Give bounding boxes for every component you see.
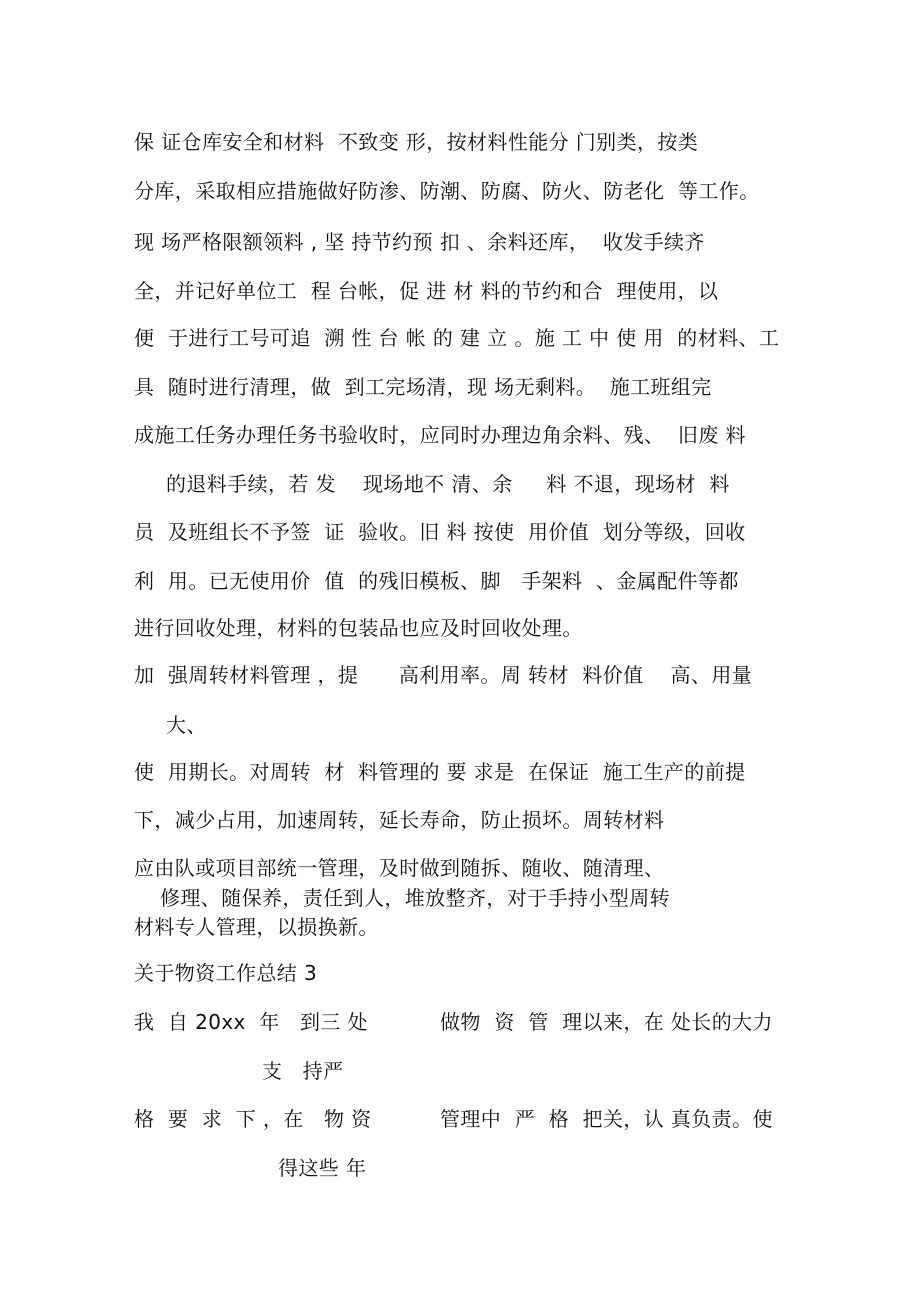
text-line: 分库，采取相应措施做好防渗、防潮、防腐、防火、防老化 等工作。 — [134, 179, 760, 203]
text-line: 的退料手续，若 发 现场地不 清、余 料 不退，现场材 料 — [166, 472, 730, 496]
text-line: 修理、随保养，责任到人，堆放整齐，对于手持小型周转 — [160, 886, 670, 910]
text-line: 具 随时进行清理，做 到工完场清，现 场无剩料。 施工班组完 — [134, 375, 712, 399]
text-line: 下，减少占用，加速周转，延长寿命，防止损坏。周转材料 — [134, 808, 665, 832]
text-line: 进行回收处理，材料的包装品也应及时回收处理。 — [134, 616, 583, 640]
text-line: 全，并记好单位工 程 台帐，促 进 材 料的节约和合 理使用，以 — [134, 279, 719, 303]
text-line: 做物 资 管 理以来，在 处长的大力 — [440, 1010, 773, 1034]
text-line: 我 自 20xx 年 到三 处 — [134, 1010, 368, 1034]
text-line: 使 用期长。对周转 材 料管理的 要 求是 在保证 施工生产的前提 — [134, 760, 746, 784]
text-line: 格 要 求 下 ，在 物 资 — [134, 1107, 372, 1131]
text-line: 支 持严 — [262, 1059, 344, 1083]
text-line: 材料专人管理，以损换新。 — [134, 915, 379, 939]
text-line: 利 用。已无使用价 值 的残旧模板、脚 手架料 、金属配件等都 — [134, 569, 739, 593]
text-line: 成施工任务办理任务书验收时，应同时办理边角余料、残、 旧废 料 — [134, 423, 746, 447]
text-line: 加 强周转材料管理 ，提 高利用率。周 转材 料价值 高、用量 — [134, 663, 753, 687]
text-line: 大、 — [166, 713, 207, 737]
text-line: 保 证仓库安全和材料 不致变 形，按材料性能分 门别类，按类 — [134, 130, 699, 154]
section-heading: 关于物资工作总结 3 — [134, 961, 318, 985]
text-line: 现 场严格限额领料 , 坚 持节约预 扣 、余料还库， 收发手续齐 — [134, 230, 705, 254]
text-line: 管理中 严 格 把关，认 真负责。使 — [440, 1107, 773, 1131]
text-line: 得这些 年 — [278, 1156, 367, 1180]
text-line: 应由队或项目部统一管理，及时做到随拆、随收、随清理、 — [134, 856, 665, 880]
text-line: 便 于进行工号可追 溯 性 台 帐 的 建 立 。施 工 中 使 用 的材料、工 — [134, 326, 780, 350]
text-line: 员 及班组长不予签 证 验收。旧 料 按使 用价值 划分等级，回收 — [134, 520, 746, 544]
